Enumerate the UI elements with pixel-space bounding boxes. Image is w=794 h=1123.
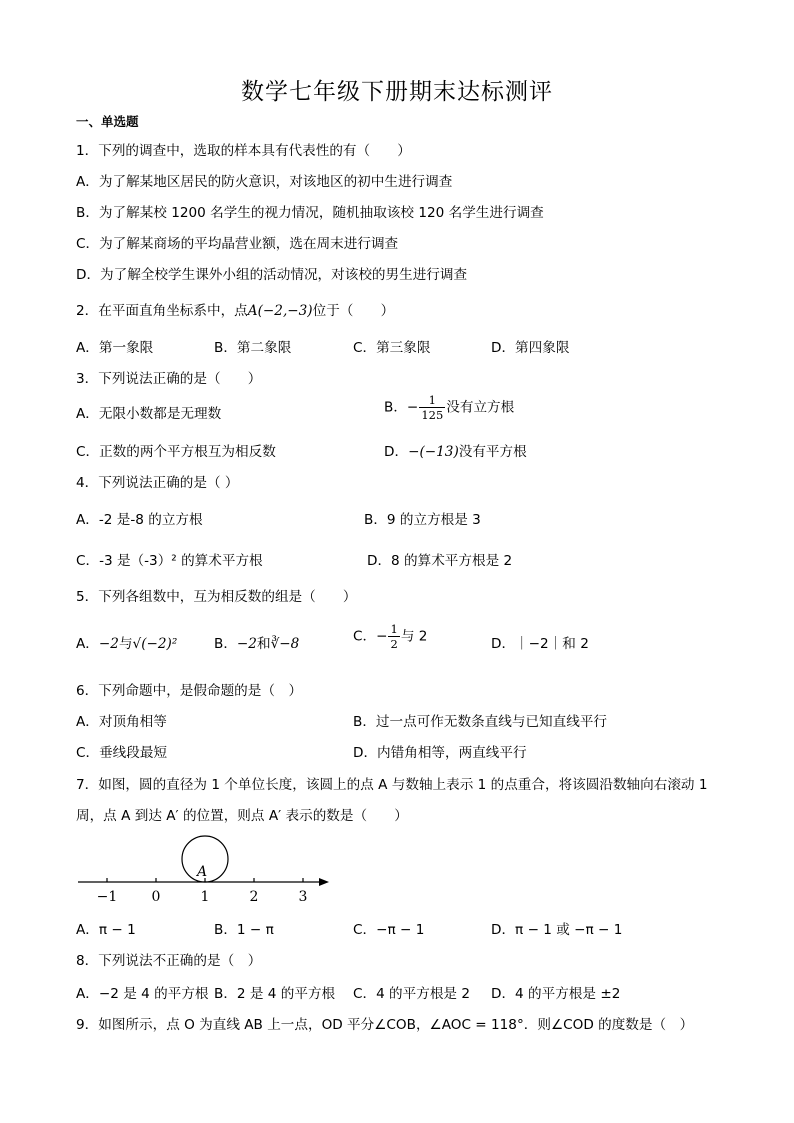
q2-option-b: B．第二象限	[214, 340, 292, 356]
q3-stem: 3．下列说法正确的是（ ）	[76, 371, 262, 387]
q8-option-b: B．2 是 4 的平方根	[214, 986, 336, 1002]
q3-d-pre: D．	[384, 444, 409, 460]
q8-stem: 8．下列说法不正确的是（ ）	[76, 953, 262, 969]
q5-c-fraction	[388, 622, 399, 651]
q3-option-c: C．正数的两个平方根互为相反数	[76, 444, 276, 460]
q6-option-a: A．对顶角相等	[76, 714, 167, 730]
q2-option-d: D．第四象限	[491, 340, 570, 356]
q7-option-c: C．−π − 1	[353, 922, 425, 938]
q7-tick-label: 1	[200, 889, 210, 905]
q5-stem: 5．下列各组数中，互为相反数的组是（ ）	[76, 589, 357, 605]
q3-b-numerator: 1	[419, 393, 445, 408]
q5-a-math2: √(−2)²	[132, 636, 178, 652]
q7-axis-arrow	[319, 878, 329, 886]
q5-a-math1: −2	[98, 636, 119, 652]
q5-option-b	[214, 632, 299, 652]
q8-option-d: D．4 的平方根是 ±2	[491, 986, 621, 1002]
q5-b-math2: ∛−8	[270, 636, 300, 652]
q5-option-c	[353, 622, 427, 651]
q3-option-b	[384, 393, 514, 422]
q1-option-c: C．为了解某商场的平均晶营业额，选在周末进行调查	[76, 236, 399, 252]
q1-stem: 1．下列的调查中，选取的样本具有代表性的有（ ）	[76, 143, 411, 159]
q2-option-c: C．第三象限	[353, 340, 431, 356]
q3-option-d	[384, 440, 527, 460]
q3-b-denominator: 125	[421, 408, 444, 422]
q3-d-math: −(−13)	[408, 444, 459, 460]
q5-a-mid: 与	[118, 636, 133, 652]
q7-tick-label: 3	[298, 889, 308, 905]
q5-b-math1: −2	[236, 636, 257, 652]
q7-number-line-figure	[70, 830, 340, 910]
q2-option-a: A．第一象限	[76, 340, 154, 356]
q5-option-d: D．｜−2｜和 2	[491, 636, 589, 652]
q2-stem-post: 位于（ ）	[312, 303, 395, 319]
q5-option-a	[76, 632, 177, 652]
q3-option-a: A．无限小数都是无理数	[76, 406, 222, 422]
q2-point: A(−2,−3)	[247, 303, 313, 319]
q7-tick-label: 0	[151, 889, 161, 905]
q5-c-pre: C．−	[353, 628, 388, 645]
q5-a-pre: A．	[76, 636, 99, 652]
q3-b-post: 没有立方根	[446, 399, 515, 416]
q1-option-b: B．为了解某校 1200 名学生的视力情况，随机抽取该校 120 名学生进行调查	[76, 205, 544, 221]
q9-stem: 9．如图所示，点 O 为直线 AB 上一点，OD 平分∠COB，∠AOC = 118°．则∠COD 的度数是（ ）	[76, 1017, 694, 1033]
q5-b-mid: 和	[256, 636, 271, 652]
q5-b-pre: B．	[214, 636, 237, 652]
page-title: 数学七年级下册期末达标测评	[241, 79, 553, 105]
q1-option-a: A．为了解某地区居民的防火意识，对该地区的初中生进行调查	[76, 174, 453, 190]
q7-tick-label: −1	[96, 889, 118, 905]
q5-c-numerator: 1	[390, 622, 398, 636]
q7-stem-line1: 7．如图，圆的直径为 1 个单位长度，该圆上的点 A 与数轴上表示 1 的点重合，将该圆沿数轴向右滚动 1	[76, 777, 708, 793]
q8-option-c: C．4 的平方根是 2	[353, 986, 470, 1002]
q4-stem: 4．下列说法正确的是（ ）	[76, 475, 239, 491]
q7-option-b: B．1 − π	[214, 922, 274, 938]
q4-option-a: A．-2 是-8 的立方根	[76, 512, 203, 528]
q8-option-a: A．−2 是 4 的平方根	[76, 986, 209, 1002]
q2-stem	[76, 299, 394, 319]
q6-stem: 6．下列命题中，是假命题的是（ ）	[76, 683, 303, 699]
q6-option-c: C．垂线段最短	[76, 745, 168, 761]
q7-option-a: A．π − 1	[76, 922, 136, 938]
q2-stem-pre: 2．在平面直角坐标系中，点	[76, 303, 248, 319]
q4-option-d: D．8 的算术平方根是 2	[367, 553, 513, 569]
q7-stem-line2: 周，点 A 到达 A′ 的位置，则点 A′ 表示的数是（ ）	[76, 808, 408, 824]
q6-option-b: B．过一点可作无数条直线与已知直线平行	[353, 714, 608, 730]
q7-tick-label: 2	[249, 889, 259, 905]
q4-option-c: C．-3 是（-3）² 的算术平方根	[76, 553, 263, 569]
q4-option-b: B．9 的立方根是 3	[364, 512, 481, 528]
q3-b-fraction	[419, 393, 445, 422]
q7-point-label: A	[196, 864, 208, 880]
q7-option-d: D．π − 1 或 −π − 1	[491, 922, 623, 938]
section-heading: 一、单选题	[76, 114, 139, 129]
q5-c-denominator: 2	[390, 637, 398, 651]
q6-option-d: D．内错角相等，两直线平行	[353, 745, 527, 761]
q3-d-post: 没有平方根	[458, 444, 527, 460]
q1-option-d: D．为了解全校学生课外小组的活动情况，对该校的男生进行调查	[76, 267, 468, 283]
q5-c-post: 与 2	[400, 628, 428, 645]
q3-b-pre: B．−	[384, 399, 419, 416]
